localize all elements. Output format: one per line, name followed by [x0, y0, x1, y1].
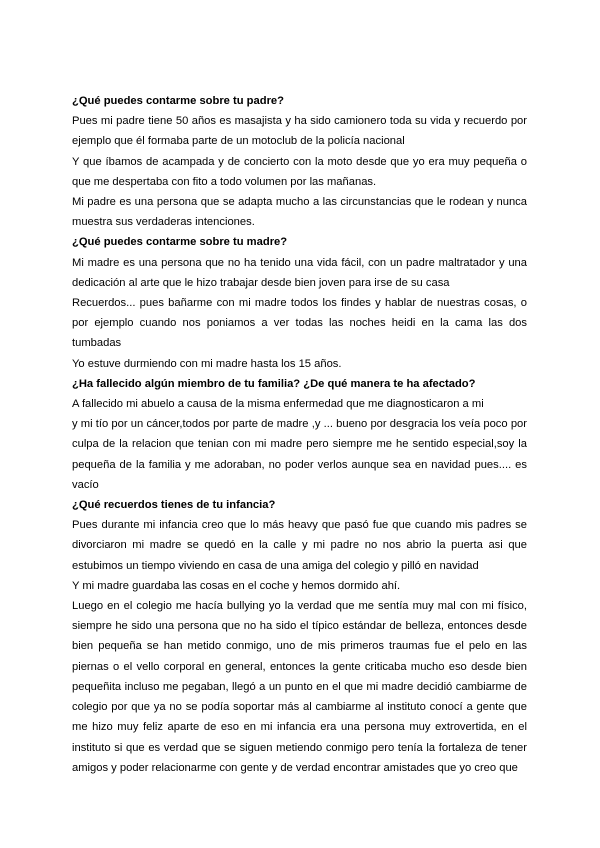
question-heading-childhood: ¿Qué recuerdos tienes de tu infancia? [72, 499, 276, 512]
answer-paragraph: Y que íbamos de acampada y de concierto con la moto desde que yo era muy pequeña o que me despertaba con fito a todo volumen por las mañanas. [72, 155, 527, 188]
answer-paragraph: Y mi madre guardaba las cosas en el coche y hemos dormido ahí. [72, 579, 401, 592]
question-heading-family-death: ¿Ha fallecido algún miembro de tu familia? ¿De qué manera te ha afectado? [72, 377, 476, 390]
answer-paragraph: Recuerdos... pues bañarme con mi madre todos los findes y hablar de nuestras cosas, o por ejemplo cuando nos poniamos a ver todas las noches heidi en la cama las dos tumbadas [72, 297, 527, 350]
answer-paragraph: A fallecido mi abuelo a causa de la misma enfermedad que me diagnosticaron a mi [72, 398, 484, 411]
answer-paragraph: Pues durante mi infancia creo que lo más heavy que pasó fue que cuando mis padres se divorciaron mi madre se quedó en la calle y mi padre no nos abrio la puerta asi que estubimos un tiempo viviendo en casa de una amiga del colegio y pilló en navidad [72, 519, 527, 572]
answer-paragraph: Pues mi padre tiene 50 años es masajista y ha sido camionero toda su vida y recuerdo por ejemplo que él formaba parte de un motoclub de la policía nacional [72, 115, 527, 148]
question-heading-father: ¿Qué puedes contarme sobre tu padre? [72, 95, 284, 107]
answer-paragraph: Yo estuve durmiendo con mi madre hasta los 15 años. [72, 357, 342, 370]
answer-paragraph: Luego en el colegio me hacía bullying yo la verdad que me sentía muy mal con mi físico, siempre he sido una persona que no ha sido el típico estándar de belleza, entonces desde bien pequeña se han metido conmigo, uno de mis primeros traumas fue el pelo en las piernas o el vello corporal en general, entonces la gente criticaba mucho eso desde bien pequeñita incluso me pegaban, llegó a un punto en el que mi madre decidió cambiarme de colegio por que ya no se podía soportar más al cambiarme al instituto conocí a gente que me hizo muy feliz aparte de eso en mi infancia era una persona muy extrovertida, en el instituto si que es verdad que se siguen metiendo conmigo pero tenía la fortaleza de tener amigos y poder relacionarme con gente y de verdad encontrar amistades que yo creo que [72, 600, 527, 774]
answer-paragraph: y mi tío por un cáncer,todos por parte de madre ,y ... bueno por desgracia los veía poco por culpa de la relacion que tenian con mi madre pero siempre me he sentido especial,soy la pequeña de la familia y me adoraban, no poder verlos aunque sea en navidad pues.... es vacío [72, 418, 527, 491]
answer-paragraph: Mi madre es una persona que no ha tenido una vida fácil, con un padre maltratador y una dedicación al arte que le hizo trabajar desde bien joven para irse de su casa [72, 256, 527, 289]
question-heading-mother: ¿Qué puedes contarme sobre tu madre? [72, 236, 288, 249]
answer-paragraph: Mi padre es una persona que se adapta mucho a las circunstancias que le rodean y nunca muestra sus verdaderas intenciones. [72, 196, 527, 229]
document-body [72, 91, 527, 778]
